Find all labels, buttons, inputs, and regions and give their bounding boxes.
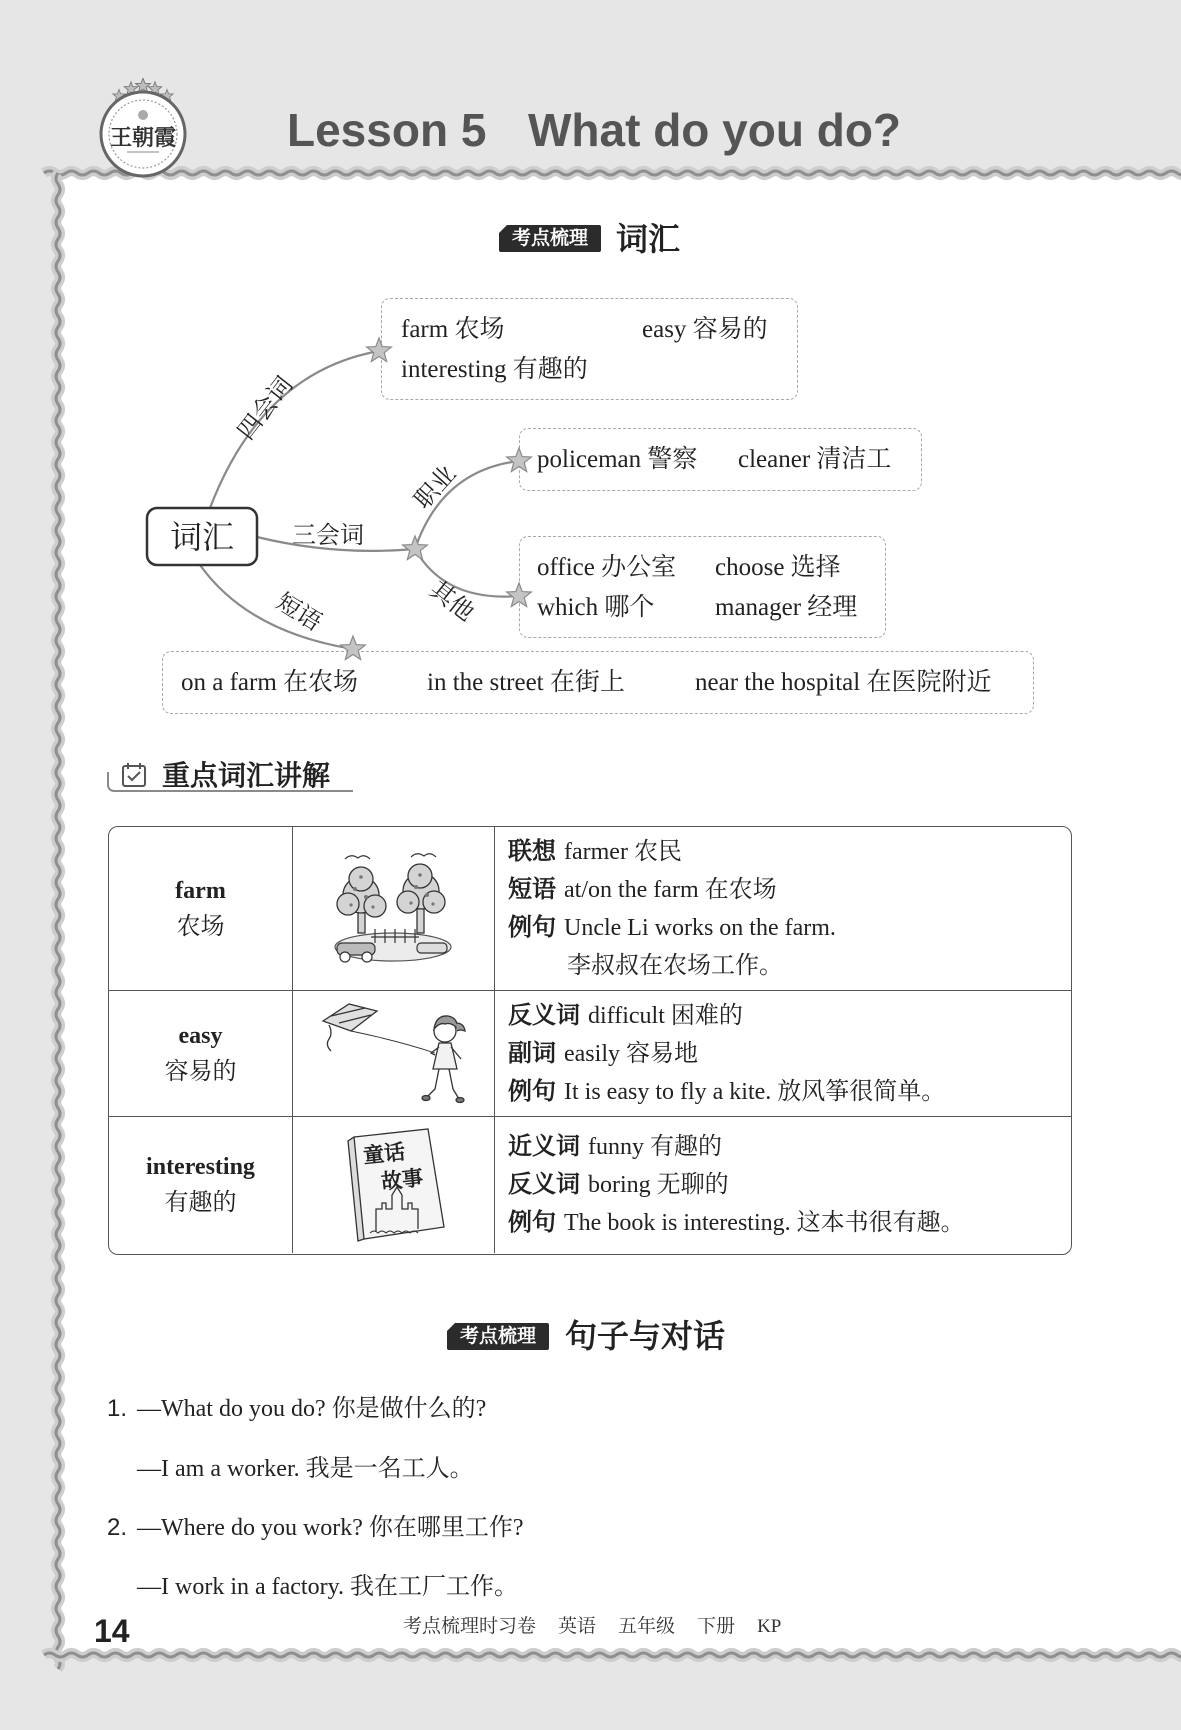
section-title: 句子与对话	[565, 1318, 726, 1354]
line-text: farmer 农民	[564, 838, 682, 865]
storybook-illustration	[340, 1127, 448, 1243]
detail-cell	[495, 991, 1071, 1117]
word-item: choose 选择	[715, 554, 841, 581]
detail-cell	[495, 1117, 1071, 1253]
line-label: 反义词	[508, 1001, 580, 1029]
word-cell	[109, 1117, 293, 1253]
word-item: manager 经理	[715, 594, 858, 621]
line-text: boring 无聊的	[588, 1172, 729, 1198]
footer-grade: 五年级	[618, 1616, 676, 1637]
vocab-meaning: 容易的	[164, 1058, 237, 1085]
vocab-line	[508, 997, 1071, 1035]
line-text: Uncle Li works on the farm.	[564, 914, 836, 941]
line-text: difficult 困难的	[588, 1002, 743, 1029]
footer-volume: 下册	[697, 1616, 736, 1637]
word-item: which 哪个	[537, 594, 655, 621]
branch-label-three-skill: 三会词	[292, 522, 364, 549]
vocab-line	[508, 1204, 1071, 1242]
vocab-line	[508, 1035, 1071, 1073]
dialogue-answer: —I am a worker. 我是一名工人。	[137, 1456, 474, 1482]
image-cell	[293, 827, 495, 991]
vocab-word: farm	[175, 877, 226, 904]
line-label: 例句	[508, 1077, 556, 1105]
branch-label-others: 其他	[424, 575, 479, 627]
question-text: —Where do you work? 你在哪里工作?	[137, 1515, 524, 1541]
star-icon	[507, 583, 532, 607]
vocab-meaning: 有趣的	[164, 1190, 237, 1216]
star-icon	[507, 448, 532, 472]
footer-subject: 英语	[558, 1616, 597, 1637]
line-text: at/on the farm 在农场	[564, 876, 777, 903]
vocab-line	[508, 1166, 1071, 1204]
dialogue-answer: —I work in a factory. 我在工厂工作。	[137, 1574, 519, 1600]
vocab-word: interesting	[146, 1154, 255, 1180]
logo-text: 王朝霞	[109, 125, 177, 150]
page-number: 14	[94, 1613, 130, 1649]
image-cell	[293, 991, 495, 1117]
image-cell	[293, 1117, 495, 1253]
root-label: 词汇	[169, 519, 235, 555]
word-item: cleaner 清洁工	[738, 446, 892, 473]
calendar-check-icon	[121, 762, 147, 788]
word-item: interesting 有趣的	[401, 356, 588, 383]
lesson-title: What do you do?	[528, 104, 902, 156]
phrase-item: in the street 在街上	[427, 669, 625, 696]
vocab-word: easy	[178, 1022, 223, 1049]
branch-label-jobs: 职业	[409, 460, 462, 515]
vocab-line	[508, 1073, 1071, 1111]
dialogue-number: 1.	[107, 1395, 128, 1422]
line-text: It is easy to fly a kite. 放风筝很简单。	[564, 1078, 946, 1105]
lesson-number: Lesson 5	[287, 104, 487, 156]
word-item: policeman 警察	[537, 446, 698, 473]
book-cover-text: 故事	[379, 1165, 424, 1194]
key-vocab-heading: 重点词汇讲解	[162, 760, 331, 791]
vocab-line	[508, 833, 1071, 871]
kite-girl-illustration	[319, 1001, 469, 1106]
footer-info	[403, 1615, 803, 1639]
line-label: 联想	[508, 837, 556, 865]
section-tag: 考点梳理	[447, 1323, 549, 1350]
line-label: 例句	[508, 1209, 556, 1236]
star-icon	[403, 536, 428, 560]
word-item: office 办公室	[537, 554, 677, 581]
line-text: funny 有趣的	[588, 1134, 722, 1160]
dialogue-question	[107, 1510, 524, 1546]
branch-label-phrases: 短语	[271, 588, 327, 637]
branch-label-four-skill: 四会词	[232, 371, 299, 445]
word-cell	[109, 827, 293, 991]
footer-edition: KP	[757, 1616, 782, 1637]
vocab-meaning: 农场	[176, 913, 225, 940]
line-text: easily 容易地	[564, 1040, 698, 1067]
farm-illustration	[331, 849, 456, 969]
dialogue-question	[107, 1391, 486, 1427]
line-label: 反义词	[508, 1171, 580, 1198]
word-cell	[109, 991, 293, 1117]
vocab-line	[508, 909, 1071, 947]
vocab-line-translation: 李叔叔在农场工作。	[567, 952, 783, 979]
star-icon	[367, 338, 392, 362]
question-text: —What do you do? 你是做什么的?	[137, 1396, 487, 1422]
line-label: 副词	[508, 1039, 556, 1067]
line-text: The book is interesting. 这本书很有趣。	[564, 1210, 965, 1236]
footer-series: 考点梳理时习卷	[403, 1616, 537, 1637]
line-label: 近义词	[508, 1133, 580, 1160]
detail-cell	[495, 827, 1071, 991]
vocab-line	[508, 1128, 1071, 1166]
vocab-line	[508, 871, 1071, 909]
mindmap-diagram	[0, 0, 1181, 740]
section-title: 词汇	[616, 221, 681, 257]
section-tag: 考点梳理	[499, 225, 601, 252]
book-cover-text: 童话	[361, 1139, 406, 1168]
dialogue-number: 2.	[107, 1514, 128, 1541]
word-item: farm 农场	[401, 316, 505, 343]
star-icon	[341, 636, 366, 660]
phrase-item: near the hospital 在医院附近	[695, 669, 992, 696]
line-label: 短语	[508, 875, 556, 903]
key-vocab-table	[108, 826, 1072, 1255]
phrase-item: on a farm 在农场	[181, 669, 359, 696]
line-label: 例句	[508, 913, 556, 941]
word-item: easy 容易的	[642, 316, 768, 343]
